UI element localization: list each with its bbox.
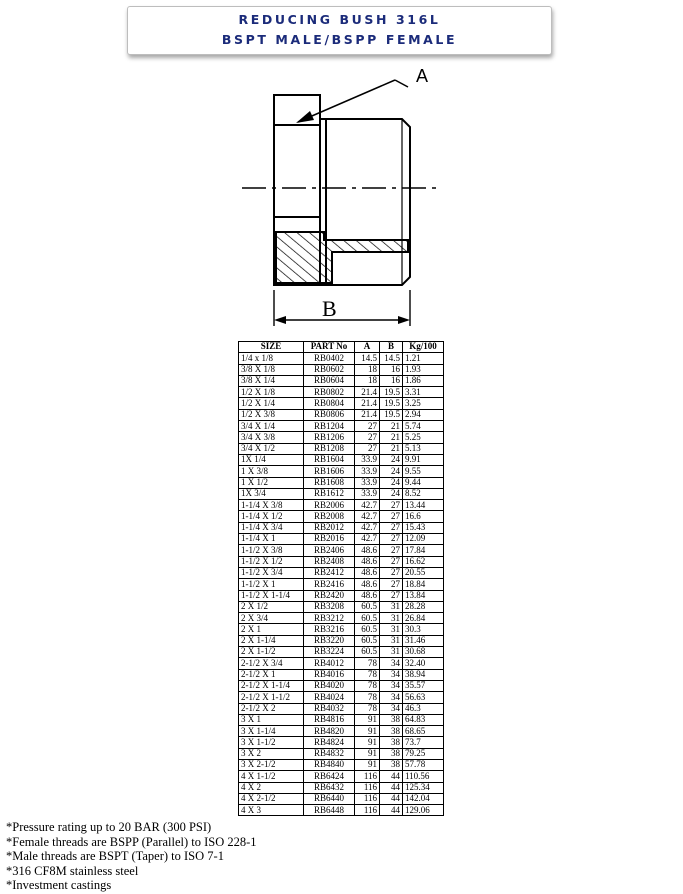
table-row (239, 432, 444, 443)
cell-a: 21.4 (355, 387, 380, 398)
cell-b: 24 (380, 477, 403, 488)
cell-b: 31 (380, 613, 403, 624)
cell-kg: 32.40 (403, 658, 444, 669)
cell-a: 42.7 (355, 522, 380, 533)
cell-part-no: RB2416 (304, 579, 355, 590)
cell-a: 42.7 (355, 534, 380, 545)
cell-a: 116 (355, 805, 380, 816)
cell-size: 1/4 x 1/8 (239, 353, 304, 364)
cell-kg: 2.94 (403, 409, 444, 420)
cell-a: 60.5 (355, 624, 380, 635)
title-box (127, 6, 552, 55)
table-row (239, 771, 444, 782)
cell-size: 1X 1/4 (239, 454, 304, 465)
cell-kg: 30.3 (403, 624, 444, 635)
cell-b: 34 (380, 658, 403, 669)
table-row (239, 443, 444, 454)
cell-kg: 17.84 (403, 545, 444, 556)
table-row (239, 545, 444, 556)
cell-part-no: RB1612 (304, 488, 355, 499)
cell-b: 19.5 (380, 387, 403, 398)
cell-b: 16 (380, 364, 403, 375)
table-row (239, 793, 444, 804)
cell-a: 91 (355, 759, 380, 770)
cell-part-no: RB1608 (304, 477, 355, 488)
cell-b: 31 (380, 624, 403, 635)
cell-part-no: RB1208 (304, 443, 355, 454)
table-row (239, 658, 444, 669)
cell-a: 116 (355, 771, 380, 782)
col-header-part: PART No (304, 342, 355, 353)
cell-kg: 16.6 (403, 511, 444, 522)
cell-b: 44 (380, 782, 403, 793)
cell-kg: 5.25 (403, 432, 444, 443)
table-row (239, 782, 444, 793)
cell-size: 2 X 1-1/2 (239, 647, 304, 658)
cell-size: 3/8 X 1/4 (239, 375, 304, 386)
cell-kg: 18.84 (403, 579, 444, 590)
cell-b: 19.5 (380, 398, 403, 409)
cell-part-no: RB4832 (304, 748, 355, 759)
cell-a: 78 (355, 680, 380, 691)
cell-b: 44 (380, 793, 403, 804)
cell-kg: 1.93 (403, 364, 444, 375)
cell-b: 21 (380, 443, 403, 454)
cell-size: 3/4 X 1/4 (239, 421, 304, 432)
cell-part-no: RB1606 (304, 466, 355, 477)
cell-kg: 13.44 (403, 500, 444, 511)
cell-kg: 56.63 (403, 692, 444, 703)
cell-part-no: RB0804 (304, 398, 355, 409)
cell-size: 3 X 1-1/2 (239, 737, 304, 748)
cell-kg: 9.44 (403, 477, 444, 488)
note-line: *Pressure rating up to 20 BAR (300 PSI) (6, 820, 212, 834)
cell-kg: 15.43 (403, 522, 444, 533)
cell-a: 27 (355, 432, 380, 443)
cell-b: 38 (380, 714, 403, 725)
cell-size: 1-1/4 X 1 (239, 534, 304, 545)
table-row (239, 466, 444, 477)
cell-kg: 20.55 (403, 567, 444, 578)
cell-a: 91 (355, 714, 380, 725)
cell-b: 27 (380, 534, 403, 545)
cell-b: 34 (380, 669, 403, 680)
table-row (239, 353, 444, 364)
col-header-kg: Kg/100 (403, 342, 444, 353)
cell-a: 42.7 (355, 500, 380, 511)
cell-a: 60.5 (355, 601, 380, 612)
cell-part-no: RB2412 (304, 567, 355, 578)
table-row (239, 726, 444, 737)
cell-a: 21.4 (355, 409, 380, 420)
table-row (239, 703, 444, 714)
cell-b: 38 (380, 759, 403, 770)
table-body (239, 353, 444, 816)
table-row (239, 409, 444, 420)
cell-b: 14.5 (380, 353, 403, 364)
table-row (239, 805, 444, 816)
cell-part-no: RB3224 (304, 647, 355, 658)
cell-a: 27 (355, 443, 380, 454)
cell-part-no: RB0402 (304, 353, 355, 364)
cell-kg: 26.84 (403, 613, 444, 624)
cell-a: 78 (355, 703, 380, 714)
cell-a: 33.9 (355, 477, 380, 488)
cell-part-no: RB4820 (304, 726, 355, 737)
cell-a: 33.9 (355, 466, 380, 477)
cell-size: 4 X 1-1/2 (239, 771, 304, 782)
cell-a: 18 (355, 375, 380, 386)
cell-kg: 5.13 (403, 443, 444, 454)
cell-b: 27 (380, 556, 403, 567)
cell-size: 1-1/4 X 3/4 (239, 522, 304, 533)
cell-kg: 13.84 (403, 590, 444, 601)
cell-a: 91 (355, 726, 380, 737)
cell-kg: 79.25 (403, 748, 444, 759)
cell-kg: 30.68 (403, 647, 444, 658)
cell-part-no: RB6432 (304, 782, 355, 793)
note-line: *Female threads are BSPP (Parallel) to ISO 228-1 (6, 834, 257, 849)
cell-b: 27 (380, 500, 403, 511)
table-row (239, 647, 444, 658)
cell-part-no: RB6448 (304, 805, 355, 816)
cell-size: 1 X 3/8 (239, 466, 304, 477)
cell-kg: 38.94 (403, 669, 444, 680)
table-row (239, 590, 444, 601)
cell-size: 3 X 1-1/4 (239, 726, 304, 737)
cell-part-no: RB6424 (304, 771, 355, 782)
cell-size: 3/4 X 3/8 (239, 432, 304, 443)
cell-part-no: RB2016 (304, 534, 355, 545)
cell-b: 27 (380, 522, 403, 533)
cell-size: 2-1/2 X 1 (239, 669, 304, 680)
table-row (239, 601, 444, 612)
cell-b: 16 (380, 375, 403, 386)
cell-a: 91 (355, 748, 380, 759)
cell-a: 60.5 (355, 647, 380, 658)
table-row (239, 534, 444, 545)
table-row (239, 511, 444, 522)
section-hatch (276, 232, 408, 283)
cell-kg: 31.46 (403, 635, 444, 646)
table-row (239, 624, 444, 635)
cell-a: 48.6 (355, 590, 380, 601)
dimension-label-b: B (322, 296, 337, 321)
cell-a: 78 (355, 669, 380, 680)
cell-a: 48.6 (355, 567, 380, 578)
cell-b: 34 (380, 703, 403, 714)
cell-b: 34 (380, 692, 403, 703)
cell-b: 38 (380, 737, 403, 748)
note-line: *316 CF8M stainless steel (6, 863, 139, 878)
cell-kg: 142.04 (403, 793, 444, 804)
col-header-a: A (355, 342, 380, 353)
cell-b: 27 (380, 590, 403, 601)
cell-size: 2 X 1-1/4 (239, 635, 304, 646)
cell-kg: 3.31 (403, 387, 444, 398)
table-row (239, 488, 444, 499)
cell-kg: 9.91 (403, 454, 444, 465)
cell-kg: 1.21 (403, 353, 444, 364)
cell-b: 24 (380, 488, 403, 499)
cell-size: 4 X 3 (239, 805, 304, 816)
cell-size: 3/8 X 1/8 (239, 364, 304, 375)
cell-size: 2-1/2 X 1-1/2 (239, 692, 304, 703)
cell-part-no: RB2408 (304, 556, 355, 567)
cell-a: 21.4 (355, 398, 380, 409)
cell-a: 33.9 (355, 454, 380, 465)
cell-part-no: RB4824 (304, 737, 355, 748)
table-row (239, 421, 444, 432)
cell-a: 48.6 (355, 579, 380, 590)
table-row (239, 613, 444, 624)
cell-kg: 16.62 (403, 556, 444, 567)
cell-kg: 1.86 (403, 375, 444, 386)
cell-a: 78 (355, 692, 380, 703)
cell-a: 48.6 (355, 545, 380, 556)
cell-part-no: RB1204 (304, 421, 355, 432)
cell-size: 3 X 1 (239, 714, 304, 725)
cell-part-no: RB2406 (304, 545, 355, 556)
cell-kg: 129.06 (403, 805, 444, 816)
cell-part-no: RB0604 (304, 375, 355, 386)
cell-part-no: RB2006 (304, 500, 355, 511)
cell-size: 2 X 3/4 (239, 613, 304, 624)
cell-size: 1-1/2 X 3/4 (239, 567, 304, 578)
cell-b: 38 (380, 726, 403, 737)
cell-part-no: RB0602 (304, 364, 355, 375)
cell-kg: 64.83 (403, 714, 444, 725)
cell-b: 44 (380, 805, 403, 816)
table-header-row (239, 342, 444, 353)
table-row (239, 579, 444, 590)
cell-kg: 3.25 (403, 398, 444, 409)
cell-b: 21 (380, 421, 403, 432)
table-row (239, 567, 444, 578)
cell-size: 4 X 2 (239, 782, 304, 793)
cell-kg: 73.7 (403, 737, 444, 748)
cell-size: 2 X 1/2 (239, 601, 304, 612)
dimension-label-a: A (416, 66, 429, 86)
cell-size: 2-1/2 X 2 (239, 703, 304, 714)
cell-b: 27 (380, 511, 403, 522)
table-row (239, 364, 444, 375)
table-row (239, 500, 444, 511)
cell-a: 116 (355, 793, 380, 804)
table-row (239, 454, 444, 465)
cell-size: 2 X 1 (239, 624, 304, 635)
cell-size: 1 X 1/2 (239, 477, 304, 488)
table-row (239, 387, 444, 398)
notes (6, 820, 257, 893)
cell-part-no: RB1604 (304, 454, 355, 465)
cell-b: 31 (380, 601, 403, 612)
cell-size: 1-1/2 X 1 (239, 579, 304, 590)
cell-part-no: RB1206 (304, 432, 355, 443)
cell-kg: 12.09 (403, 534, 444, 545)
cell-kg: 57.78 (403, 759, 444, 770)
cell-size: 2-1/2 X 3/4 (239, 658, 304, 669)
table-row (239, 737, 444, 748)
cell-size: 3 X 2 (239, 748, 304, 759)
cell-part-no: RB4020 (304, 680, 355, 691)
cell-b: 19.5 (380, 409, 403, 420)
cell-part-no: RB2012 (304, 522, 355, 533)
cell-kg: 28.28 (403, 601, 444, 612)
cell-size: 1-1/2 X 1/2 (239, 556, 304, 567)
cell-part-no: RB3216 (304, 624, 355, 635)
table-row (239, 759, 444, 770)
table-row (239, 680, 444, 691)
cell-kg: 35.57 (403, 680, 444, 691)
cell-size: 2-1/2 X 1-1/4 (239, 680, 304, 691)
cell-part-no: RB2008 (304, 511, 355, 522)
cell-size: 4 X 2-1/2 (239, 793, 304, 804)
cell-b: 24 (380, 454, 403, 465)
cell-a: 60.5 (355, 635, 380, 646)
note-line: *Male threads are BSPT (Taper) to ISO 7-1 (6, 849, 224, 864)
cell-size: 1X 3/4 (239, 488, 304, 499)
cell-b: 31 (380, 635, 403, 646)
cell-b: 27 (380, 545, 403, 556)
cell-part-no: RB4012 (304, 658, 355, 669)
cell-kg: 46.3 (403, 703, 444, 714)
cell-size: 1-1/2 X 3/8 (239, 545, 304, 556)
cell-kg: 9.55 (403, 466, 444, 477)
cell-part-no: RB0806 (304, 409, 355, 420)
cell-kg: 8.52 (403, 488, 444, 499)
cell-part-no: RB3212 (304, 613, 355, 624)
cell-part-no: RB0802 (304, 387, 355, 398)
cell-size: 1/2 X 1/8 (239, 387, 304, 398)
cell-size: 3 X 2-1/2 (239, 759, 304, 770)
spec-table (238, 341, 444, 816)
table-row (239, 635, 444, 646)
cell-a: 18 (355, 364, 380, 375)
cell-part-no: RB3208 (304, 601, 355, 612)
table-row (239, 398, 444, 409)
cell-b: 31 (380, 647, 403, 658)
cell-a: 116 (355, 782, 380, 793)
title-line-1: REDUCING BUSH 316L (238, 12, 441, 27)
cell-b: 27 (380, 567, 403, 578)
table-row (239, 748, 444, 759)
cell-b: 44 (380, 771, 403, 782)
cell-b: 24 (380, 466, 403, 477)
cell-kg: 125.34 (403, 782, 444, 793)
col-header-b: B (380, 342, 403, 353)
table-row (239, 714, 444, 725)
note-line: *Investment castings (6, 878, 112, 893)
cell-b: 34 (380, 680, 403, 691)
cell-part-no: RB4816 (304, 714, 355, 725)
table-row (239, 692, 444, 703)
cell-part-no: RB4016 (304, 669, 355, 680)
cell-part-no: RB4840 (304, 759, 355, 770)
cell-a: 91 (355, 737, 380, 748)
table-row (239, 556, 444, 567)
table-row (239, 477, 444, 488)
cell-b: 27 (380, 579, 403, 590)
cell-b: 21 (380, 432, 403, 443)
table-row (239, 375, 444, 386)
technical-drawing (230, 62, 450, 334)
cell-a: 60.5 (355, 613, 380, 624)
cell-kg: 68.65 (403, 726, 444, 737)
cell-a: 33.9 (355, 488, 380, 499)
cell-a: 14.5 (355, 353, 380, 364)
cell-kg: 110.56 (403, 771, 444, 782)
cell-part-no: RB3220 (304, 635, 355, 646)
title-line-2: BSPT MALE/BSPP FEMALE (221, 32, 458, 47)
cell-a: 78 (355, 658, 380, 669)
table-row (239, 522, 444, 533)
table-row (239, 669, 444, 680)
cell-kg: 5.74 (403, 421, 444, 432)
cell-part-no: RB2420 (304, 590, 355, 601)
cell-b: 38 (380, 748, 403, 759)
cell-size: 1/2 X 1/4 (239, 398, 304, 409)
col-header-size: SIZE (239, 342, 304, 353)
cell-size: 1-1/4 X 1/2 (239, 511, 304, 522)
cell-part-no: RB4032 (304, 703, 355, 714)
cell-size: 3/4 X 1/2 (239, 443, 304, 454)
cell-size: 1-1/2 X 1-1/4 (239, 590, 304, 601)
cell-size: 1/2 X 3/8 (239, 409, 304, 420)
cell-size: 1-1/4 X 3/8 (239, 500, 304, 511)
cell-a: 42.7 (355, 511, 380, 522)
cell-part-no: RB4024 (304, 692, 355, 703)
cell-a: 27 (355, 421, 380, 432)
cell-a: 48.6 (355, 556, 380, 567)
cell-part-no: RB6440 (304, 793, 355, 804)
